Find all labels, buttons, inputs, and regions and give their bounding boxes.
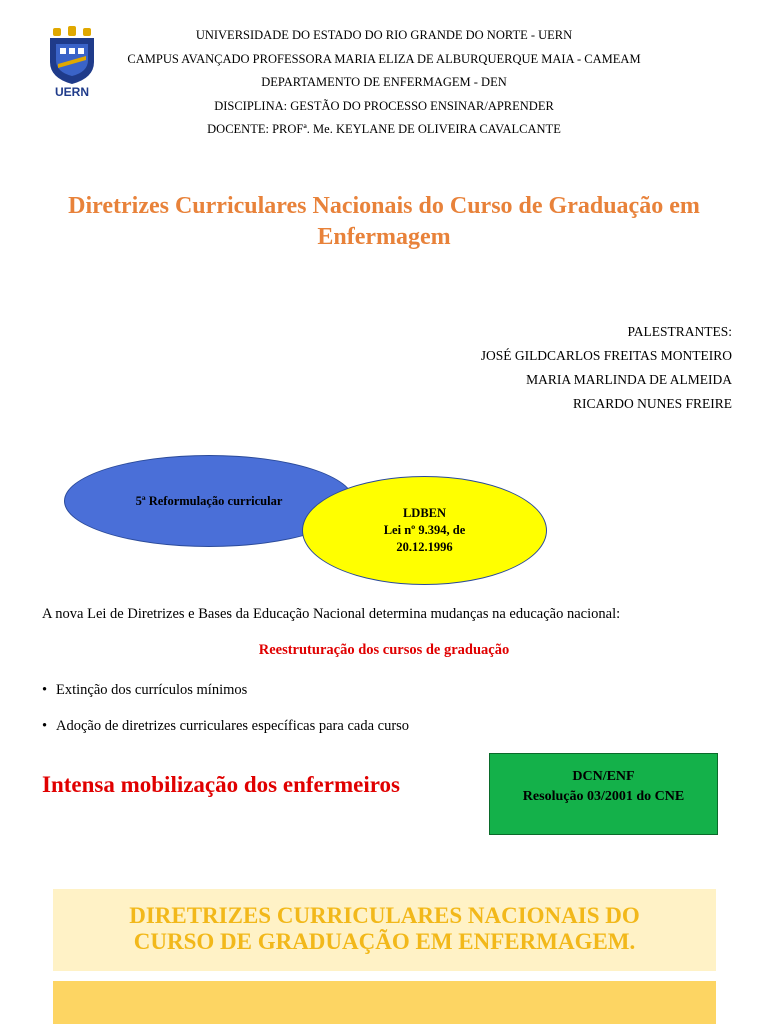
bullet-icon: •: [42, 718, 48, 734]
list-item: [42, 680, 409, 700]
bullet-text: Extinção dos currículos mínimos: [56, 682, 248, 698]
reform-label: 5ª Reformulação curricular: [135, 494, 283, 508]
bullet-list: [42, 680, 409, 752]
ldben-line: LDBEN: [402, 506, 447, 520]
dcn-box: [489, 753, 718, 835]
ldben-ellipse: [302, 476, 547, 585]
list-item: [42, 716, 409, 736]
dcn-line: Resolução 03/2001 do CNE: [522, 789, 685, 804]
speaker-name: JOSÉ GILDCARLOS FREITAS MONTEIRO: [480, 348, 732, 363]
banner-line: CURSO DE GRADUAÇÃO EM ENFERMAGEM.: [133, 929, 636, 954]
header-line: CAMPUS AVANÇADO PROFESSORA MARIA ELIZA DE ALBURQUERQUE MAIA - CAMEAM: [127, 51, 641, 66]
logo-text: UERN: [54, 85, 90, 98]
restructuring-subhead: Reestruturação dos cursos de graduação: [258, 642, 510, 658]
next-banner: [53, 981, 716, 1024]
section-banner: [53, 889, 716, 971]
mobilization-heading: Intensa mobilização dos enfermeiros: [42, 772, 400, 797]
header-line: UNIVERSIDADE DO ESTADO DO RIO GRANDE DO NORTE - UERN: [195, 28, 573, 42]
institution-header: [0, 24, 768, 142]
speaker-name: RICARDO NUNES FREIRE: [572, 396, 732, 411]
ldben-line: Lei nº 9.394, de: [383, 523, 466, 537]
header-line: DISCIPLINA: GESTÃO DO PROCESSO ENSINAR/APRENDER: [214, 98, 554, 113]
speaker-name: MARIA MARLINDA DE ALMEIDA: [526, 372, 732, 387]
dcn-line: DCN/ENF: [572, 769, 635, 784]
header-line: DOCENTE: PROFª. Me. KEYLANE DE OLIVEIRA CAVALCANTE: [207, 122, 561, 136]
intro-text: A nova Lei de Diretrizes e Bases da Educação Nacional determina mudanças na educação nacional:: [42, 606, 621, 622]
banner-line: DIRETRIZES CURRICULARES NACIONAIS DO: [129, 903, 640, 928]
page-title: Diretrizes Curriculares Nacionais do Curso de Graduação em Enfermagem: [68, 193, 700, 250]
speakers-heading: PALESTRANTES:: [627, 324, 732, 339]
ldben-line: 20.12.1996: [396, 540, 453, 554]
header-line: DEPARTAMENTO DE ENFERMAGEM - DEN: [261, 75, 507, 89]
bullet-icon: •: [42, 682, 48, 698]
bullet-text: Adoção de diretrizes curriculares específicas para cada curso: [56, 718, 410, 734]
speakers-block: [481, 320, 732, 416]
